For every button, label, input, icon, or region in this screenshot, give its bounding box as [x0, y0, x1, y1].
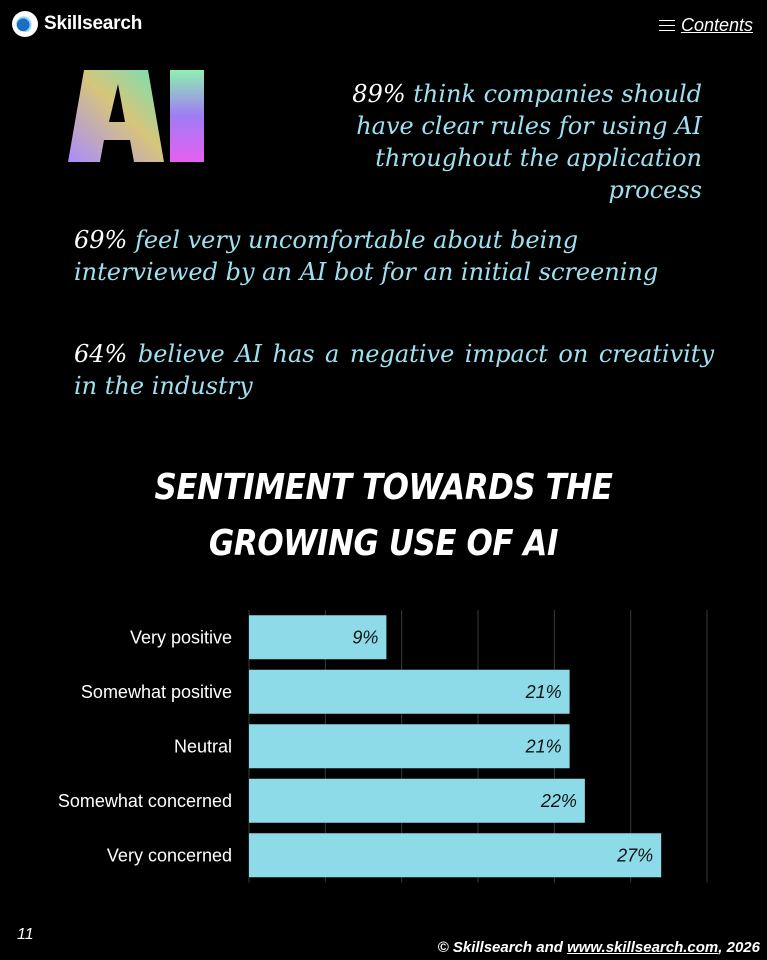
sentiment-bar-chart — [0, 600, 767, 890]
stat-89-percent: 89% think companies should have clear rules for using AI throughout the application process — [352, 80, 702, 204]
value-label: 21% — [525, 681, 562, 702]
category-label: Somewhat concerned — [57, 790, 232, 811]
menu-icon — [659, 20, 675, 32]
ai-letter-i — [170, 70, 204, 162]
chart-title-line-1: SENTIMENT TOWARDS THE — [154, 467, 613, 508]
chart-title-line-2: GROWING USE OF AI — [208, 523, 559, 564]
category-label: Very positive — [129, 627, 232, 648]
website-link[interactable]: www.skillsearch.com — [567, 939, 719, 956]
value-label: 22% — [540, 790, 577, 811]
stat-69-percent: 69% feel very uncomfortable about being interviewed by an AI bot for an initial screening — [74, 226, 659, 286]
category-label: Somewhat positive — [80, 681, 232, 702]
globe-icon — [12, 11, 38, 37]
value-label: 21% — [525, 736, 562, 757]
category-label: Very concerned — [106, 845, 232, 866]
bar — [249, 833, 661, 877]
brand-logo[interactable] — [12, 11, 142, 37]
page-number: 11 — [17, 926, 34, 943]
contents-label: Contents — [680, 15, 753, 35]
bar — [249, 779, 585, 823]
contents-link[interactable] — [659, 15, 753, 36]
category-label: Neutral — [173, 736, 232, 757]
copyright-notice: © Skillsearch and www.skillsearch.com, 2026 — [437, 939, 760, 956]
value-label: 27% — [617, 845, 654, 866]
value-label: 9% — [352, 627, 379, 648]
logo-text: Skillsearch — [44, 13, 143, 34]
bar — [249, 670, 570, 714]
chart-title — [54, 460, 714, 572]
stat-64-percent: 64% believe AI has a negative impact on creativity in the industry — [74, 340, 714, 400]
ai-letter-a — [68, 70, 164, 162]
bar — [249, 724, 570, 768]
ai-gradient-logo — [66, 68, 206, 164]
